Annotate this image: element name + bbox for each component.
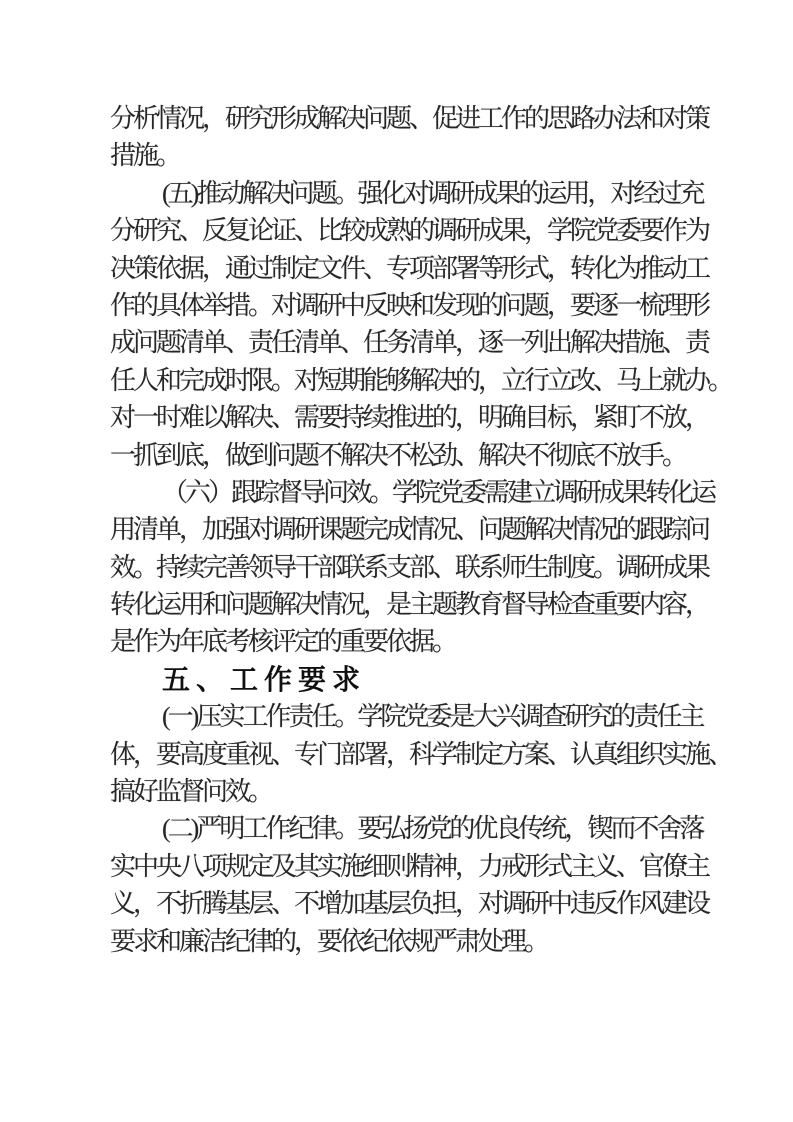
text-line: (二)严明工作纪律。要弘扬党的优良传统，锲而不舍落 (162, 814, 703, 844)
text-line: 一抓到底，做到问题不解决不松劲、解决不彻底不放手。 (110, 440, 686, 470)
text-line: 效。持续完善领导干部联系支部、联系师生制度。调研成果 (110, 552, 709, 582)
text-line: 体，要高度重视、专门部署，科学制定方案、认真组织实施、 (110, 739, 732, 769)
text-line: 用清单，加强对调研课题完成情况、问题解决情况的跟踪问 (110, 515, 709, 545)
text-line: 成问题清单、责任清单、任务清单，逐一列出解决措施、责 (110, 328, 709, 358)
text-line: 分研究、反复论证、比较成熟的调研成果，学院党委要作为 (110, 216, 709, 246)
text-line: 作的具体举措。对调研中反映和发现的问题，要逐一梳理形 (110, 290, 709, 320)
text-line: 对一时难以解决、需要持续推进的，明确目标，紧盯不放， (110, 403, 709, 433)
text-line: 措施。 (110, 141, 180, 171)
text-line: 是作为年底考核评定的重要依据。 (110, 627, 456, 657)
text-line: (五)推动解决问题。强化对调研成果的运用，对经过充 (162, 178, 703, 208)
document-text-block (110, 100, 732, 960)
text-line: （六）跟踪督导问效。学院党委需建立调研成果转化运 (162, 477, 715, 507)
text-line: 要求和廉洁纪律的，要依纪依规严肃处理。 (110, 926, 548, 956)
text-line: 决策依据，通过制定文件、专项部署等形式，转化为推动工 (110, 253, 709, 283)
section-heading: 五、工作要求 (162, 663, 367, 695)
text-line: 义，不折腾基层、不增加基层负担，对调研中违反作风建设 (110, 889, 709, 919)
text-line: (一)压实工作责任。学院党委是大兴调查研究的责任主 (162, 702, 703, 732)
text-line: 转化运用和问题解决情况，是主题教育督导检查重要内容， (110, 590, 709, 620)
text-line: 任人和完成时限。对短期能够解决的，立行立改、马上就办。 (110, 365, 732, 395)
text-line: 实中央八项规定及其实施细则精神，力戒形式主义、官僚主 (110, 851, 709, 881)
text-line: 搞好监督问效。 (110, 777, 272, 807)
text-line: 分析情况，研究形成解决问题、促进工作的思路办法和对策 (110, 104, 709, 133)
